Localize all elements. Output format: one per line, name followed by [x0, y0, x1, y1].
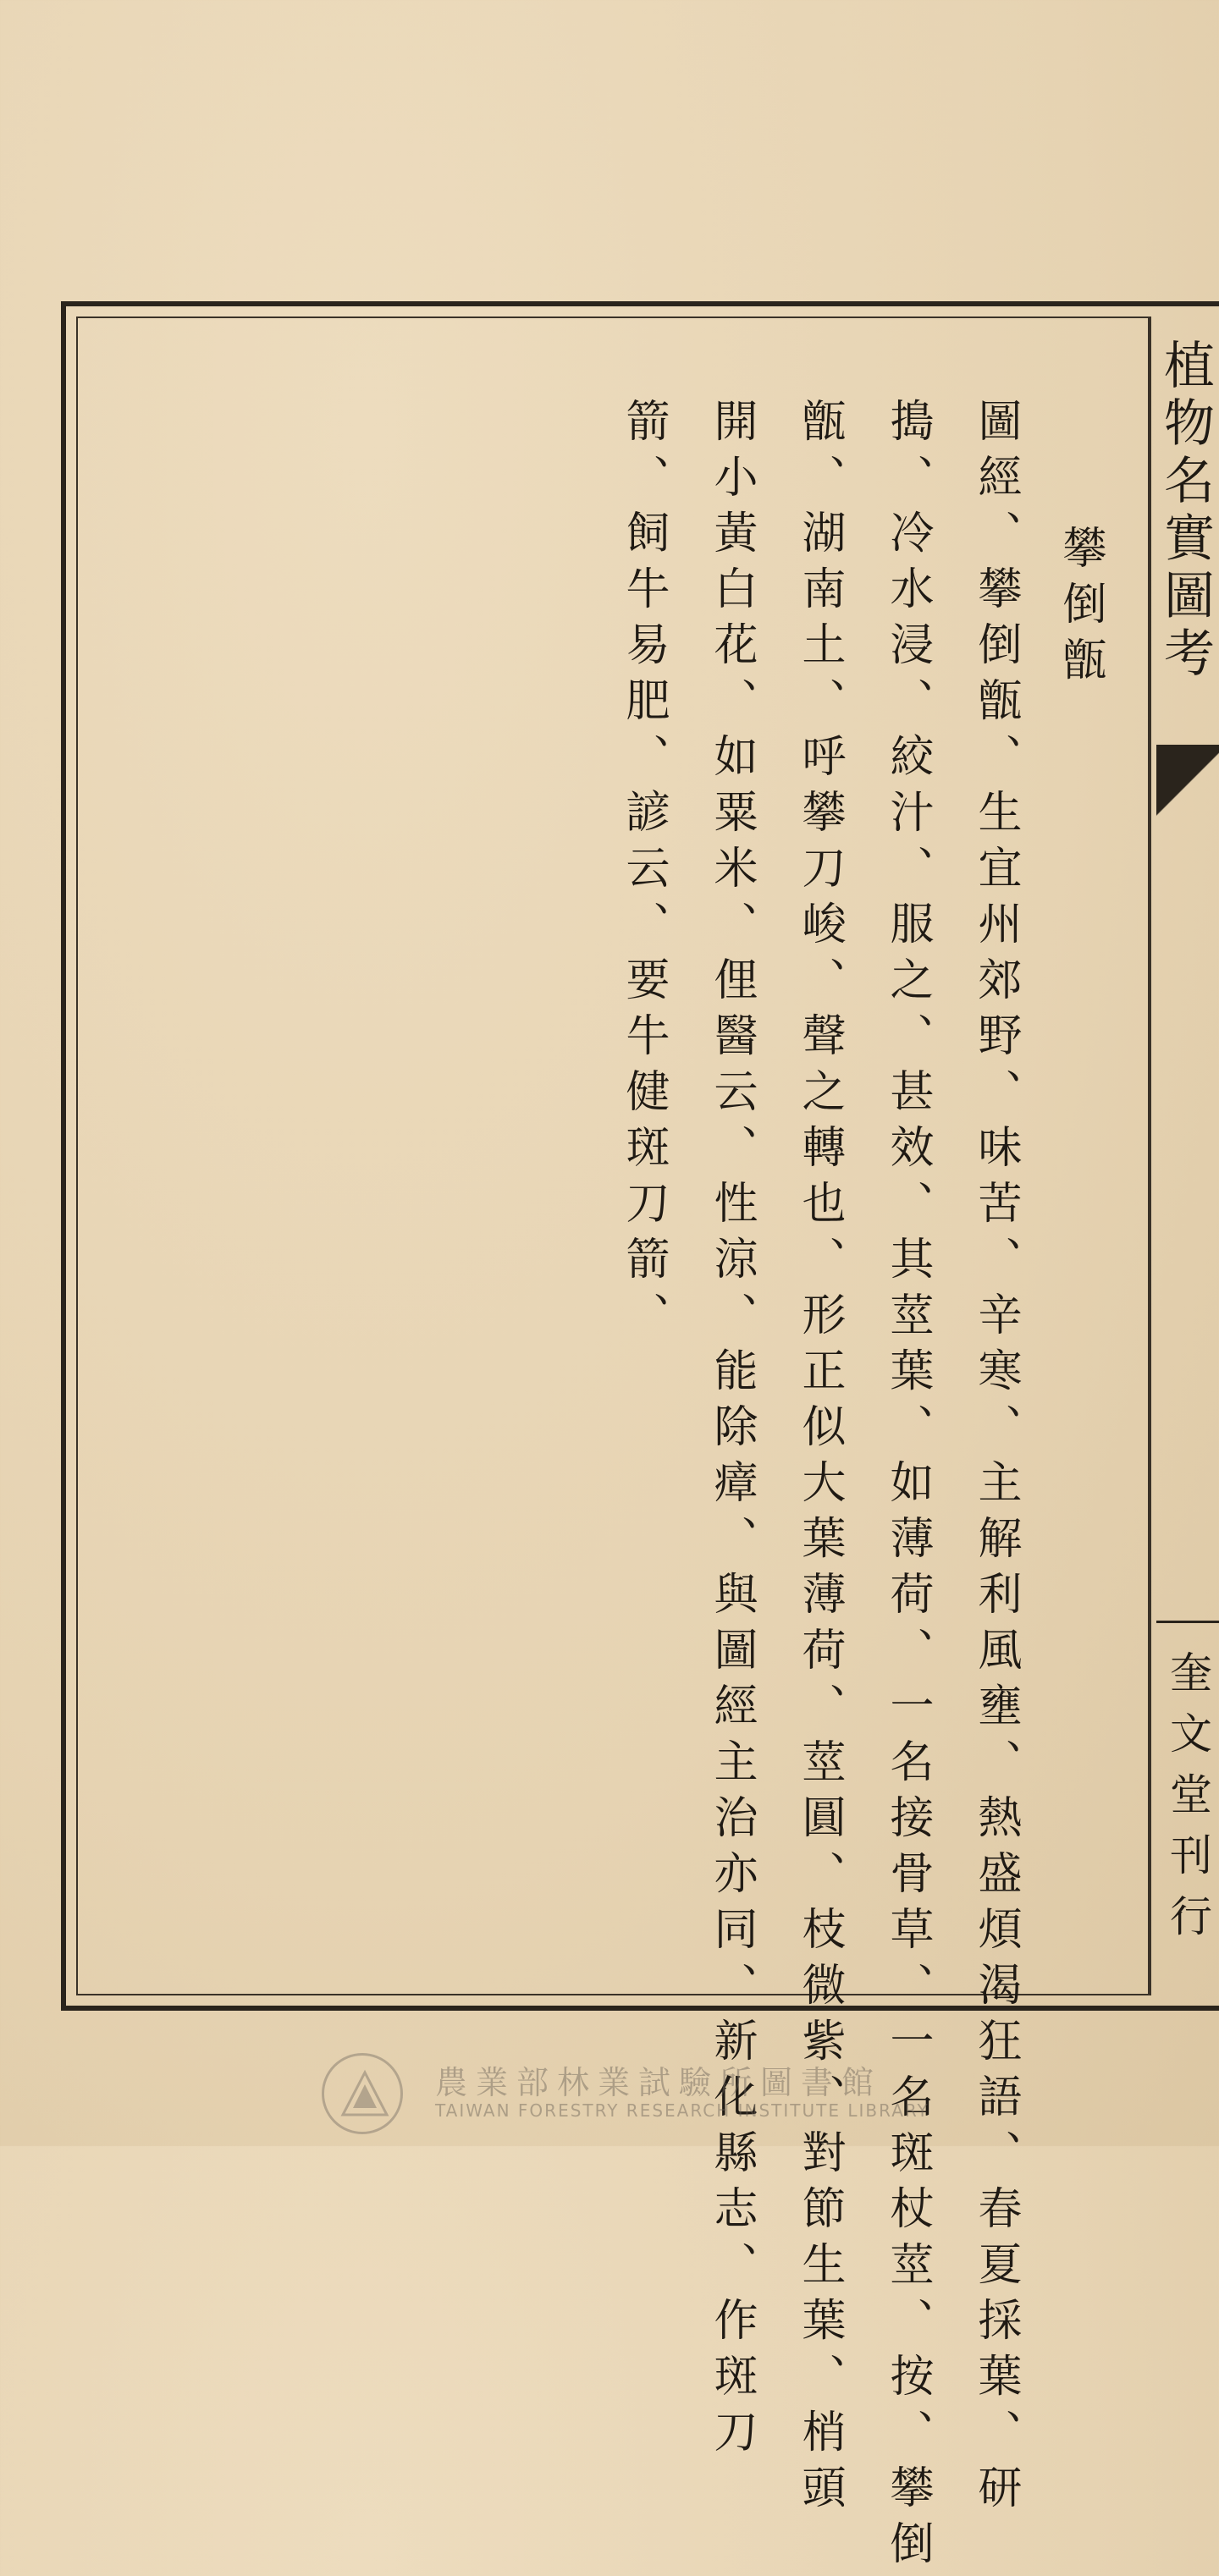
forestry-institute-seal-icon — [322, 2053, 403, 2134]
book-title: 植物名實圖考 — [1156, 339, 1215, 684]
entry-heading: 攀倒甑 — [1055, 525, 1106, 692]
text-column: 搗、冷水浸、絞汁、服之、甚效、其莖葉、如薄荷、一名接骨草、一名斑杖莖、按、攀倒 — [882, 398, 933, 2576]
fishtail-mark — [1156, 745, 1219, 838]
library-watermark — [322, 2053, 929, 2129]
publisher-name: 奎文堂刊行 — [1163, 1650, 1212, 1955]
text-column: 甑、湖南土、呼攀刀峻、聲之轉也、形正似大葉薄荷、莖圓、枝微紫、對節生葉、梢頭 — [794, 398, 845, 2520]
watermark-english: TAIWAN FORESTRY RESEARCH INSTITUTE LIBRARY — [435, 2100, 929, 2121]
text-column: 圖經、攀倒甑、生宜州郊野、味苦、辛寒、主解利風壅、熱盛煩渴狂語、春夏採葉、研 — [970, 398, 1021, 2520]
text-column: 開小黃白花、如粟米、俚醫云、性涼、能除瘴、與圖經主治亦同、新化縣志、作斑刀 — [706, 398, 757, 2464]
margin-rule — [1156, 1621, 1219, 1623]
text-column: 箭、飼牛易肥、諺云、要牛健斑刀箭、 — [618, 398, 669, 1347]
watermark-chinese: 農業部林業試驗所圖書館 — [435, 2064, 883, 2101]
